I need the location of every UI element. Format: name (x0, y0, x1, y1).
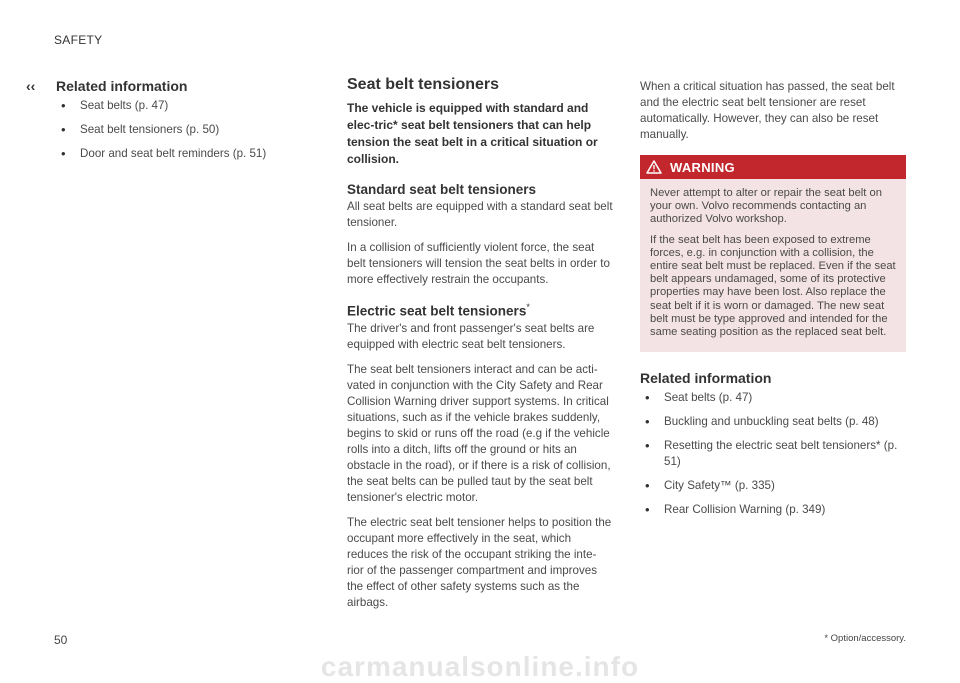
page-number: 50 (54, 633, 68, 647)
list-item[interactable] (640, 414, 908, 430)
bullet-icon: • (61, 146, 66, 161)
related-list (56, 98, 306, 162)
paragraph: The driver's and front passenger's seat belts are equipped with electric seat belt tensioners. (347, 321, 595, 351)
bullet-icon: • (645, 390, 650, 406)
watermark: carmanualsonline.info (320, 651, 640, 682)
warning-label: WARNING (670, 159, 735, 175)
electric-heading (347, 302, 613, 319)
list-item[interactable] (640, 478, 908, 494)
bullet-icon: • (645, 478, 650, 494)
paragraph: When a critical situation has passed, the seat belt and the electric seat belt tensioner are reset automatically. However, they can also be reset manually. (640, 80, 895, 141)
link-text[interactable]: Rear Collision Warning (p. 349) (664, 503, 826, 517)
middle-column (347, 76, 613, 620)
list-item[interactable] (640, 502, 908, 518)
bullet-icon: • (61, 122, 66, 137)
list-item[interactable] (56, 122, 306, 138)
paragraph: The seat belt tensioners interact and can be acti-vated in conjunction with the City Safety and Rear Collision Warning driver support systems. In critical situations, such as if the vehicle brakes suddenly, begins to skid or runs off the road (e.g if the vehicle rolls into a ditch, lifts off the ground or hits an obstacle in the road), or if there is a risk of collision, the seat belts can be pulled taut by the seat belt tensioner's electric motor. (347, 362, 611, 504)
section-header: SAFETY (54, 33, 103, 47)
warning-header (640, 155, 906, 179)
standard-heading: Standard seat belt tensioners (347, 182, 537, 197)
list-item[interactable] (56, 146, 306, 162)
warning-triangle-icon (646, 160, 662, 174)
warning-paragraph: If the seat belt has been exposed to extreme forces, e.g. in conjunction with a collision, the entire seat belt must be replaced. Even if the seat belt appears undamaged, some of its protective properties may have been lost. Also replace the seat belt if it is worn or damaged. The new seat belt must be type approved and intended for the same seating position as the replaced seat belt. (650, 233, 896, 339)
warning-paragraph: Never attempt to alter or repair the seat belt on your own. Volvo recommends contacting an authorized Volvo workshop. (650, 187, 882, 226)
link-text[interactable]: Seat belts (p. 47) (664, 391, 753, 405)
option-mark: * (526, 302, 530, 312)
link-text[interactable]: City Safety™ (p. 335) (664, 479, 775, 493)
paragraph: The electric seat belt tensioner helps to position the occupant more effectively in the seat, which reduces the risk of the occupant striking the inte-rior of the passenger compartment and improves the effect of other safety systems such as the airbags. (347, 515, 612, 609)
electric-heading-text: Electric seat belt tensioners (347, 303, 527, 319)
paragraph: All seat belts are equipped with a standard seat belt tensioner. (347, 200, 613, 229)
warning-body (640, 179, 906, 352)
link-text[interactable]: Seat belts (p. 47) (80, 99, 169, 112)
related-info-heading: Related information (640, 370, 772, 387)
list-item[interactable] (56, 98, 306, 114)
right-column (640, 79, 908, 526)
bullet-icon: • (645, 414, 650, 430)
list-item[interactable] (640, 438, 908, 470)
paragraph: In a collision of sufficiently violent force, the seat belt tensioners will tension the seat belts in order to more effectively restrain the occupants. (347, 241, 610, 286)
left-column (56, 78, 306, 170)
warning-box (640, 155, 906, 352)
related-list (640, 390, 908, 518)
related-info-heading: Related information (56, 78, 188, 94)
list-item[interactable] (640, 390, 908, 406)
bullet-icon: • (61, 98, 66, 113)
page-title: Seat belt tensioners (347, 76, 500, 93)
link-text[interactable]: Buckling and unbuckling seat belts (p. 48) (664, 415, 879, 429)
link-text[interactable]: Door and seat belt reminders (p. 51) (80, 147, 267, 160)
back-chevron-icon[interactable]: ‹‹ (26, 78, 36, 94)
footnote: * Option/accessory. (824, 633, 906, 644)
bullet-icon: • (645, 502, 650, 518)
link-text[interactable]: Resetting the electric seat belt tensioners* (p. 51) (664, 439, 898, 469)
bullet-icon: • (645, 438, 650, 454)
intro-paragraph: The vehicle is equipped with standard and elec-tric* seat belt tensioners that can help tension the seat belt in a critical situation or collision. (347, 101, 598, 166)
link-text[interactable]: Seat belt tensioners (p. 50) (80, 123, 220, 136)
